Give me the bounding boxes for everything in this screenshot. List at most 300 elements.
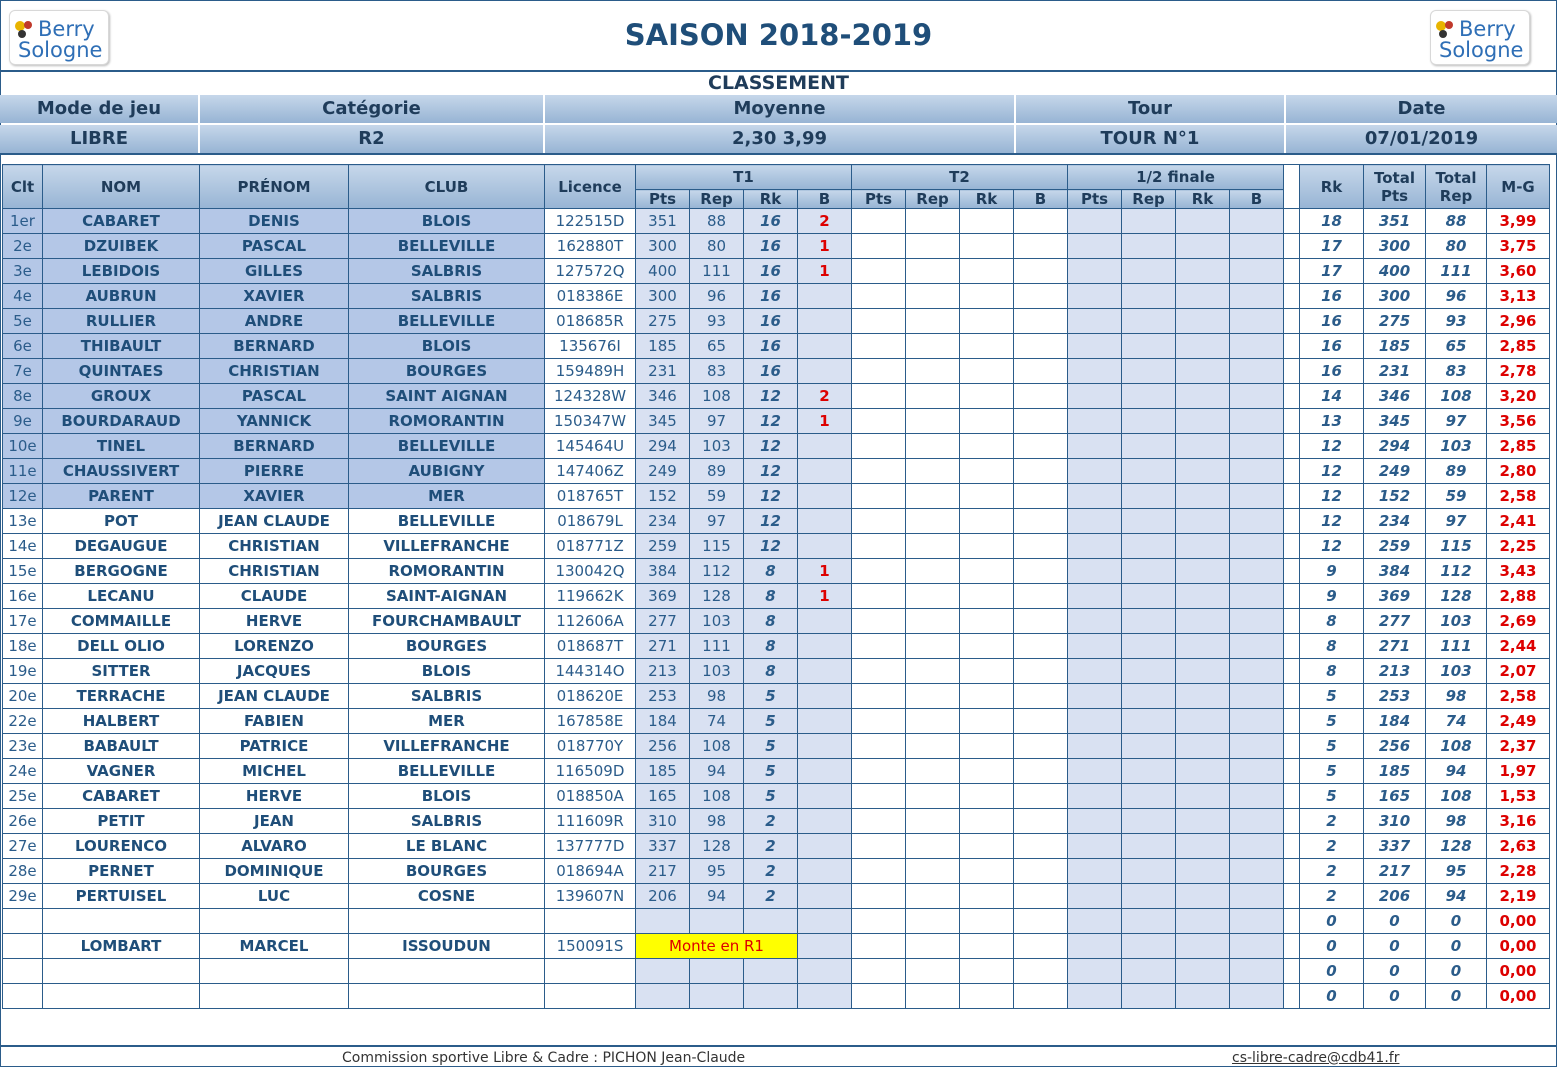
- cell-nom: [43, 984, 200, 1009]
- cell-prenom: [200, 909, 349, 934]
- cell-t2: [906, 234, 960, 259]
- cell-t1-pts: 369: [636, 584, 690, 609]
- cell-licence: [545, 984, 636, 1009]
- table-row: [3, 609, 1550, 634]
- cell-semi: [1230, 359, 1284, 384]
- cell-t1-rep: 111: [690, 259, 744, 284]
- table-row: [3, 459, 1550, 484]
- page-title: SAISON 2018-2019: [624, 18, 933, 52]
- cell-t1-b: [798, 709, 852, 734]
- cell-t1-b: [798, 359, 852, 384]
- cell-licence: 111609R: [545, 809, 636, 834]
- subcol-b: B: [1014, 190, 1068, 209]
- cell-semi: [1176, 659, 1230, 684]
- cell-prenom: ALVARO: [200, 834, 349, 859]
- cell-t2: [1014, 259, 1068, 284]
- cell-total-rk: 9: [1300, 584, 1364, 609]
- cell-nom: BABAULT: [43, 734, 200, 759]
- cell-total-rep: 97: [1426, 509, 1487, 534]
- value-tour: TOUR N°1: [1016, 125, 1286, 153]
- cell-t1-pts: 300: [636, 234, 690, 259]
- cell-t2: [960, 384, 1014, 409]
- cell-semi: [1068, 584, 1122, 609]
- column-gap: [1284, 709, 1300, 734]
- cell-total-rep: 108: [1426, 784, 1487, 809]
- cell-t1-rep: 94: [690, 884, 744, 909]
- cell-t1-rk: 12: [744, 434, 798, 459]
- cell-t1-b: 1: [798, 234, 852, 259]
- cell-t1-b: 1: [798, 409, 852, 434]
- cell-t2: [906, 284, 960, 309]
- cell-t2: [852, 859, 906, 884]
- cell-mg: 2,69: [1487, 609, 1550, 634]
- cell-licence: 018771Z: [545, 534, 636, 559]
- cell-t1-rk: 8: [744, 559, 798, 584]
- cell-t2: [852, 359, 906, 384]
- cell-t1-pts: 277: [636, 609, 690, 634]
- cell-club: COSNE: [349, 884, 545, 909]
- cell-semi: [1230, 759, 1284, 784]
- cell-semi: [1122, 959, 1176, 984]
- cell-semi: [1122, 334, 1176, 359]
- cell-semi: [1122, 834, 1176, 859]
- cell-t1-pts: [636, 959, 690, 984]
- cell-t2: [960, 559, 1014, 584]
- column-gap: [1284, 259, 1300, 284]
- cell-t2: [1014, 859, 1068, 884]
- cell-clt: 29e: [3, 884, 43, 909]
- cell-semi: [1068, 909, 1122, 934]
- column-gap: [1284, 484, 1300, 509]
- cell-mg: 3,20: [1487, 384, 1550, 409]
- cell-total-pts: 351: [1364, 209, 1426, 234]
- cell-t2: [960, 234, 1014, 259]
- cell-total-pts: 256: [1364, 734, 1426, 759]
- cell-t1-pts: 231: [636, 359, 690, 384]
- column-gap: [1284, 784, 1300, 809]
- footer-email-link[interactable]: cs-libre-cadre@cdb41.fr: [1232, 1050, 1400, 1066]
- cell-t2: [1014, 709, 1068, 734]
- cell-t2: [960, 484, 1014, 509]
- cell-clt: 17e: [3, 609, 43, 634]
- cell-semi: [1230, 684, 1284, 709]
- cell-t1-b: 1: [798, 259, 852, 284]
- cell-t1-rk: 5: [744, 709, 798, 734]
- cell-semi: [1068, 984, 1122, 1009]
- cell-total-rk: 16: [1300, 359, 1364, 384]
- cell-mg: 3,60: [1487, 259, 1550, 284]
- cell-prenom: CHRISTIAN: [200, 359, 349, 384]
- cell-t1-pts: 275: [636, 309, 690, 334]
- cell-t1-rep: 108: [690, 734, 744, 759]
- cell-t2: [1014, 409, 1068, 434]
- column-gap: [1284, 284, 1300, 309]
- cell-semi: [1122, 734, 1176, 759]
- cell-t2: [852, 909, 906, 934]
- cell-t1-pts: 300: [636, 284, 690, 309]
- table-row: [3, 534, 1550, 559]
- cell-total-rep: 111: [1426, 259, 1487, 284]
- cell-total-rk: 12: [1300, 434, 1364, 459]
- cell-t2: [1014, 634, 1068, 659]
- cell-semi: [1122, 609, 1176, 634]
- cell-total-rk: 12: [1300, 534, 1364, 559]
- cell-semi: [1176, 909, 1230, 934]
- cell-semi: [1176, 459, 1230, 484]
- cell-licence: 145464U: [545, 434, 636, 459]
- cell-nom: CABARET: [43, 209, 200, 234]
- cell-total-pts: 185: [1364, 334, 1426, 359]
- cell-total-rep: 128: [1426, 584, 1487, 609]
- cell-total-rep: 108: [1426, 734, 1487, 759]
- cell-mg: 2,49: [1487, 709, 1550, 734]
- subcol-b: B: [1230, 190, 1284, 209]
- column-gap: [1284, 434, 1300, 459]
- cell-t2: [1014, 309, 1068, 334]
- cell-t2: [906, 959, 960, 984]
- cell-t1-rep: 74: [690, 709, 744, 734]
- cell-t2: [906, 634, 960, 659]
- cell-t2: [960, 259, 1014, 284]
- cell-club: MER: [349, 484, 545, 509]
- cell-semi: [1230, 984, 1284, 1009]
- cell-clt: 26e: [3, 809, 43, 834]
- cell-total-rep: 95: [1426, 859, 1487, 884]
- cell-semi: [1176, 834, 1230, 859]
- table-row: [3, 234, 1550, 259]
- cell-semi: [1230, 834, 1284, 859]
- table-row: [3, 634, 1550, 659]
- cell-semi: [1122, 909, 1176, 934]
- cell-t2: [906, 584, 960, 609]
- cell-mg: 0,00: [1487, 984, 1550, 1009]
- cell-semi: [1122, 534, 1176, 559]
- cell-nom: TERRACHE: [43, 684, 200, 709]
- cell-t1-pts: 206: [636, 884, 690, 909]
- table-row: [3, 209, 1550, 234]
- cell-t2: [906, 409, 960, 434]
- cell-semi: [1230, 634, 1284, 659]
- logo-right-sologne: Sologne: [1439, 38, 1524, 62]
- column-gap: [1284, 759, 1300, 784]
- cell-t2: [906, 609, 960, 634]
- cell-licence: 018770Y: [545, 734, 636, 759]
- cell-clt: 25e: [3, 784, 43, 809]
- col-prenom: PRÉNOM: [200, 165, 349, 209]
- cell-t2: [960, 509, 1014, 534]
- table-row: [3, 734, 1550, 759]
- table-row: [3, 309, 1550, 334]
- cell-t2: [1014, 959, 1068, 984]
- cell-total-rk: 0: [1300, 984, 1364, 1009]
- cell-t2: [852, 659, 906, 684]
- cell-t2: [1014, 434, 1068, 459]
- cell-club: SALBRIS: [349, 284, 545, 309]
- value-moyenne: 2,30 3,99: [545, 125, 1016, 153]
- cell-total-pts: 217: [1364, 859, 1426, 884]
- cell-licence: [545, 909, 636, 934]
- cell-mg: 2,63: [1487, 834, 1550, 859]
- cell-nom: AUBRUN: [43, 284, 200, 309]
- cell-semi: [1176, 709, 1230, 734]
- cell-t2: [906, 734, 960, 759]
- cell-t2: [960, 859, 1014, 884]
- cell-t2: [906, 709, 960, 734]
- cell-semi: [1176, 734, 1230, 759]
- cell-nom: GROUX: [43, 384, 200, 409]
- cell-semi: [1068, 609, 1122, 634]
- cell-t2: [852, 609, 906, 634]
- cell-semi: [1230, 734, 1284, 759]
- table-row: [3, 334, 1550, 359]
- cell-t1-b: [798, 684, 852, 709]
- cell-total-rep: 0: [1426, 934, 1487, 959]
- logo-left-sologne: Sologne: [18, 38, 103, 62]
- cell-clt: 10e: [3, 434, 43, 459]
- cell-semi: [1230, 809, 1284, 834]
- cell-prenom: PASCAL: [200, 234, 349, 259]
- cell-t1-rk: 5: [744, 684, 798, 709]
- cell-t1-rep: 83: [690, 359, 744, 384]
- column-gap: [1284, 165, 1300, 209]
- table-row: [3, 384, 1550, 409]
- cell-t2: [1014, 284, 1068, 309]
- col-licence: Licence: [545, 165, 636, 209]
- cell-t1-pts: 165: [636, 784, 690, 809]
- cell-semi: [1230, 859, 1284, 884]
- column-gap: [1284, 884, 1300, 909]
- cell-nom: QUINTAES: [43, 359, 200, 384]
- cell-t2: [852, 934, 906, 959]
- column-gap: [1284, 559, 1300, 584]
- cell-t1-pts: 185: [636, 759, 690, 784]
- cell-t2: [1014, 509, 1068, 534]
- cell-prenom: HERVE: [200, 609, 349, 634]
- cell-t2: [960, 809, 1014, 834]
- cell-nom: POT: [43, 509, 200, 534]
- cell-total-rk: 16: [1300, 334, 1364, 359]
- col-total-pts: Total Pts: [1364, 165, 1426, 209]
- cell-semi: [1122, 459, 1176, 484]
- cell-total-rep: 115: [1426, 534, 1487, 559]
- cell-clt: 11e: [3, 459, 43, 484]
- cell-t2: [852, 584, 906, 609]
- table-row: [3, 784, 1550, 809]
- cell-t2: [960, 434, 1014, 459]
- cell-prenom: JEAN CLAUDE: [200, 684, 349, 709]
- cell-prenom: PASCAL: [200, 384, 349, 409]
- cell-total-rep: 0: [1426, 959, 1487, 984]
- classement-title: CLASSEMENT: [708, 72, 849, 94]
- cell-t1-pts: 271: [636, 634, 690, 659]
- cell-semi: [1230, 234, 1284, 259]
- cell-total-rep: 94: [1426, 759, 1487, 784]
- cell-prenom: DENIS: [200, 209, 349, 234]
- cell-total-pts: 294: [1364, 434, 1426, 459]
- cell-t2: [960, 534, 1014, 559]
- cell-total-rk: 2: [1300, 884, 1364, 909]
- cell-club: ROMORANTIN: [349, 409, 545, 434]
- table-row: [3, 884, 1550, 909]
- cell-t1-pts: 256: [636, 734, 690, 759]
- cell-t2: [960, 634, 1014, 659]
- cell-nom: TINEL: [43, 434, 200, 459]
- cell-semi: [1068, 959, 1122, 984]
- table-row: [3, 859, 1550, 884]
- cell-t2: [906, 509, 960, 534]
- cell-t2: [852, 334, 906, 359]
- cell-semi: [1230, 884, 1284, 909]
- cell-semi: [1068, 459, 1122, 484]
- cell-semi: [1122, 359, 1176, 384]
- cell-t2: [1014, 734, 1068, 759]
- balls-icon: [1435, 19, 1457, 39]
- cell-clt: 8e: [3, 384, 43, 409]
- cell-total-rep: 89: [1426, 459, 1487, 484]
- cell-licence: 137777D: [545, 834, 636, 859]
- cell-club: SAINT-AIGNAN: [349, 584, 545, 609]
- cell-prenom: JEAN: [200, 809, 349, 834]
- cell-semi: [1176, 284, 1230, 309]
- cell-semi: [1176, 934, 1230, 959]
- cell-clt: 24e: [3, 759, 43, 784]
- cell-total-rk: 12: [1300, 509, 1364, 534]
- cell-prenom: ANDRE: [200, 309, 349, 334]
- column-gap: [1284, 209, 1300, 234]
- cell-prenom: XAVIER: [200, 484, 349, 509]
- cell-t1-pts: 400: [636, 259, 690, 284]
- cell-t2: [906, 684, 960, 709]
- cell-t1-pts: 185: [636, 334, 690, 359]
- cell-licence: 150091S: [545, 934, 636, 959]
- cell-total-pts: 275: [1364, 309, 1426, 334]
- subcol-rk: Rk: [1176, 190, 1230, 209]
- cell-t1-rk: 12: [744, 459, 798, 484]
- cell-t2: [852, 759, 906, 784]
- cell-semi: [1176, 409, 1230, 434]
- cell-t1-rep: [690, 909, 744, 934]
- cell-t1-rep: 103: [690, 659, 744, 684]
- cell-t1-pts: 259: [636, 534, 690, 559]
- cell-t1-rep: 103: [690, 434, 744, 459]
- cell-total-rk: 5: [1300, 734, 1364, 759]
- cell-total-pts: 234: [1364, 509, 1426, 534]
- cell-club: BELLEVILLE: [349, 309, 545, 334]
- cell-t2: [906, 984, 960, 1009]
- cell-t2: [906, 934, 960, 959]
- cell-semi: [1068, 659, 1122, 684]
- cell-t1-pts: 184: [636, 709, 690, 734]
- cell-t1-rk: 16: [744, 259, 798, 284]
- cell-semi: [1068, 884, 1122, 909]
- cell-semi: [1176, 884, 1230, 909]
- cell-t2: [1014, 484, 1068, 509]
- cell-t1-b: [798, 509, 852, 534]
- cell-club: ROMORANTIN: [349, 559, 545, 584]
- cell-nom: LOMBART: [43, 934, 200, 959]
- ranking-table: [2, 164, 1550, 1009]
- status-note: Monte en R1: [636, 934, 798, 959]
- column-gap: [1284, 584, 1300, 609]
- subcol-rk: Rk: [744, 190, 798, 209]
- cell-t1-pts: 213: [636, 659, 690, 684]
- cell-club: AUBIGNY: [349, 459, 545, 484]
- column-gap: [1284, 659, 1300, 684]
- cell-semi: [1068, 834, 1122, 859]
- cell-semi: [1176, 959, 1230, 984]
- cell-t1-b: [798, 934, 852, 959]
- cell-total-pts: 185: [1364, 759, 1426, 784]
- cell-t2: [1014, 209, 1068, 234]
- cell-nom: LECANU: [43, 584, 200, 609]
- cell-t1-pts: 249: [636, 459, 690, 484]
- cell-t2: [906, 334, 960, 359]
- cell-licence: 162880T: [545, 234, 636, 259]
- table-row: [3, 259, 1550, 284]
- cell-t1-pts: 384: [636, 559, 690, 584]
- cell-clt: [3, 984, 43, 1009]
- cell-t1-b: 1: [798, 559, 852, 584]
- cell-total-pts: 152: [1364, 484, 1426, 509]
- cell-semi: [1176, 384, 1230, 409]
- cell-semi: [1122, 784, 1176, 809]
- cell-nom: PERNET: [43, 859, 200, 884]
- cell-t2: [1014, 884, 1068, 909]
- cell-t1-rep: 128: [690, 834, 744, 859]
- cell-club: BELLEVILLE: [349, 759, 545, 784]
- cell-semi: [1230, 534, 1284, 559]
- table-row: [3, 434, 1550, 459]
- cell-clt: 18e: [3, 634, 43, 659]
- cell-mg: 2,80: [1487, 459, 1550, 484]
- cell-licence: 159489H: [545, 359, 636, 384]
- cell-t2: [906, 859, 960, 884]
- value-categorie: R2: [200, 125, 545, 153]
- cell-clt: [3, 934, 43, 959]
- table-row: [3, 484, 1550, 509]
- cell-semi: [1068, 684, 1122, 709]
- cell-t1-rk: 2: [744, 809, 798, 834]
- cell-total-rep: 80: [1426, 234, 1487, 259]
- cell-semi: [1176, 809, 1230, 834]
- cell-mg: 2,37: [1487, 734, 1550, 759]
- cell-nom: PERTUISEL: [43, 884, 200, 909]
- cell-club: LE BLANC: [349, 834, 545, 859]
- cell-licence: 135676I: [545, 334, 636, 359]
- subcol-pts: Pts: [852, 190, 906, 209]
- cell-nom: SITTER: [43, 659, 200, 684]
- cell-t1-rep: 112: [690, 559, 744, 584]
- cell-t2: [960, 359, 1014, 384]
- cell-semi: [1068, 309, 1122, 334]
- cell-nom: HALBERT: [43, 709, 200, 734]
- cell-mg: 2,07: [1487, 659, 1550, 684]
- cell-t2: [960, 584, 1014, 609]
- cell-licence: 018694A: [545, 859, 636, 884]
- cell-semi: [1176, 759, 1230, 784]
- cell-total-pts: 213: [1364, 659, 1426, 684]
- logo-right-berry: Berry: [1459, 17, 1516, 41]
- cell-t2: [852, 884, 906, 909]
- cell-semi: [1230, 784, 1284, 809]
- cell-t2: [1014, 609, 1068, 634]
- cell-t1-b: 2: [798, 384, 852, 409]
- cell-semi: [1176, 209, 1230, 234]
- cell-t2: [906, 659, 960, 684]
- cell-prenom: PIERRE: [200, 459, 349, 484]
- cell-semi: [1068, 634, 1122, 659]
- cell-total-rk: 16: [1300, 309, 1364, 334]
